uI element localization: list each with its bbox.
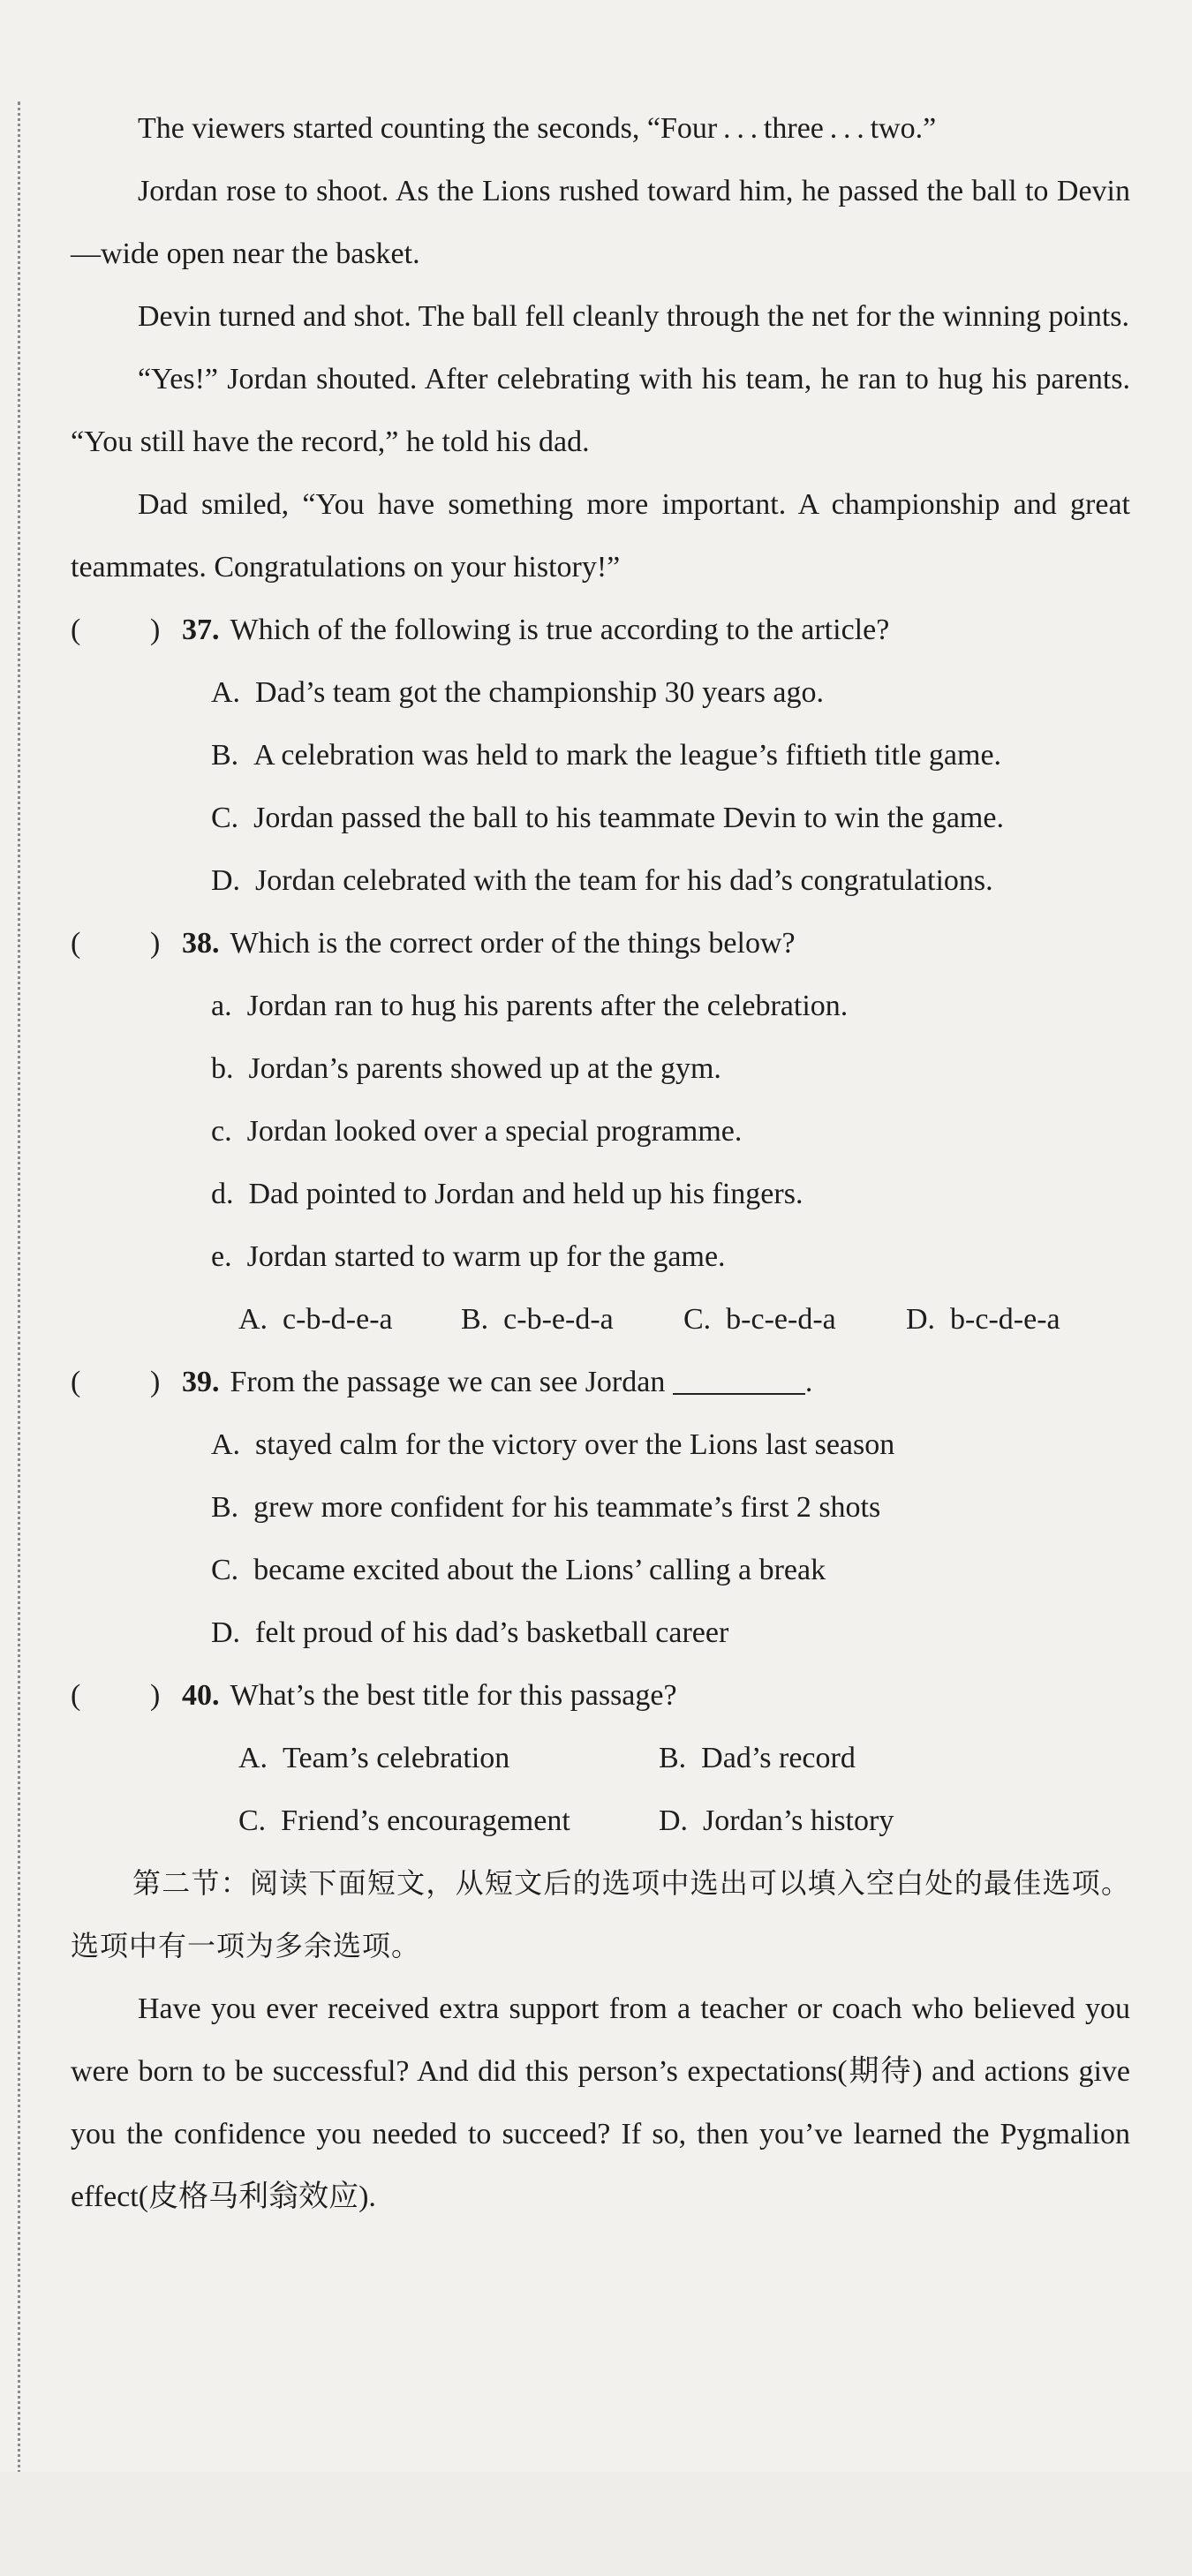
margin-dotted-rule bbox=[18, 102, 20, 2485]
passage-paragraph-1: The viewers started counting the seconds, “Four . . . three . . . two.” bbox=[138, 112, 937, 145]
option-a: A. c-b-d-e-a bbox=[238, 1303, 393, 1336]
option-b: B. c-b-e-d-a bbox=[461, 1303, 614, 1336]
option-a: A. Dad’s team got the championship 30 years ago. bbox=[211, 676, 825, 709]
question-number: 38. bbox=[182, 927, 220, 960]
option-d: D. b-c-d-e-a bbox=[906, 1303, 1060, 1336]
question-stem-end: . bbox=[804, 1366, 813, 1398]
option-row bbox=[71, 1789, 1130, 1852]
question-number: 37. bbox=[182, 614, 220, 646]
section-2-heading: 第二节：阅读下面短文，从短文后的选项中选出可以填入空白处的最佳选项。选项中有一项为多余选项。 bbox=[71, 1866, 1130, 1962]
question-37 bbox=[71, 599, 1130, 661]
answer-paren-open: ( bbox=[71, 927, 81, 960]
option-b: B. Dad’s record bbox=[659, 1742, 856, 1774]
option-d: D. felt proud of his dad’s basketball career bbox=[211, 1616, 729, 1649]
event-item-c: c. Jordan looked over a special programme. bbox=[211, 1115, 743, 1148]
passage-paragraph-5: Dad smiled, “You have something more important. A championship and great teammates. Congratulations on your history!” bbox=[71, 488, 1130, 584]
event-item-d: d. Dad pointed to Jordan and held up his fingers. bbox=[211, 1178, 803, 1210]
event-item-e: e. Jordan started to warm up for the game. bbox=[211, 1240, 726, 1273]
passage-paragraph-2: Jordan rose to shoot. As the Lions rushed toward him, he passed the ball to Devin—wide open near the basket. bbox=[71, 175, 1130, 270]
event-item-a: a. Jordan ran to hug his parents after the celebration. bbox=[211, 990, 849, 1022]
question-38 bbox=[71, 912, 1130, 975]
option-a: A. Team’s celebration bbox=[238, 1742, 510, 1774]
question-stem: Which is the correct order of the things below? bbox=[230, 927, 796, 960]
option-a: A. stayed calm for the victory over the Lions last season bbox=[211, 1428, 895, 1461]
question-40 bbox=[71, 1664, 1130, 1727]
option-c: C. b-c-e-d-a bbox=[683, 1303, 836, 1336]
page-bottom-margin bbox=[0, 2472, 1192, 2576]
answer-paren-open: ( bbox=[71, 1366, 81, 1398]
answer-paren-open: ( bbox=[71, 614, 81, 646]
option-b: B. A celebration was held to mark the league’s fiftieth title game. bbox=[211, 739, 1002, 772]
option-row bbox=[71, 1727, 1130, 1789]
question-number: 40. bbox=[182, 1679, 220, 1712]
event-item-b: b. Jordan’s parents showed up at the gym. bbox=[211, 1052, 721, 1085]
answer-blank bbox=[673, 1367, 805, 1395]
option-d: D. Jordan’s history bbox=[659, 1804, 894, 1837]
answer-paren-close: ) bbox=[150, 1679, 161, 1712]
option-row bbox=[71, 1288, 1130, 1351]
option-d: D. Jordan celebrated with the team for his dad’s congratulations. bbox=[211, 864, 993, 897]
answer-paren-close: ) bbox=[150, 614, 161, 646]
option-c: C. Friend’s encouragement bbox=[238, 1804, 570, 1837]
question-stem: Which of the following is true according to the article? bbox=[230, 614, 890, 646]
question-stem: From the passage we can see Jordan bbox=[230, 1366, 666, 1398]
section-2-passage: Have you ever received extra support from a teacher or coach who believed you were born to be successful? And did this person’s expectations(期待) and actions give you the confidence you needed to succeed? If so, then you’ve learned the Pygmalion effect(皮格马利翁效应). bbox=[71, 1992, 1130, 2213]
option-c: C. became excited about the Lions’ calling a break bbox=[211, 1554, 826, 1586]
question-stem: What’s the best title for this passage? bbox=[230, 1679, 677, 1712]
reading-page bbox=[71, 97, 1130, 2228]
passage-paragraph-4: “Yes!” Jordan shouted. After celebrating with his team, he ran to hug his parents. “You still have the record,” he told his dad. bbox=[71, 363, 1130, 458]
passage-paragraph-3: Devin turned and shot. The ball fell cleanly through the net for the winning points. bbox=[138, 300, 1130, 333]
question-39 bbox=[71, 1351, 1130, 1413]
option-c: C. Jordan passed the ball to his teammate Devin to win the game. bbox=[211, 802, 1004, 834]
answer-paren-close: ) bbox=[150, 927, 161, 960]
question-number: 39. bbox=[182, 1366, 220, 1398]
option-b: B. grew more confident for his teammate’s first 2 shots bbox=[211, 1491, 881, 1524]
answer-paren-open: ( bbox=[71, 1679, 81, 1712]
answer-paren-close: ) bbox=[150, 1366, 161, 1398]
